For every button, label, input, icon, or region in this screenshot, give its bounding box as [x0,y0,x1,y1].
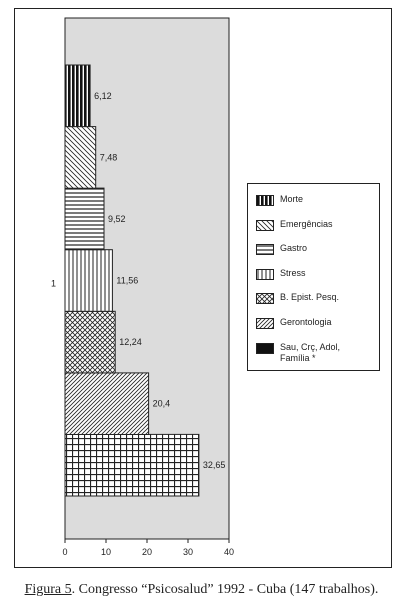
data-label-4: 9,52 [108,213,126,224]
legend-swatch [256,195,274,206]
legend-swatch [256,269,274,280]
legend-label: Sau, Crç, Adol, Família * [280,342,341,363]
legend-item [256,342,370,364]
data-label-1: 20,4 [152,398,171,409]
data-label-2: 12,24 [119,337,142,348]
legend-label: Morte [280,194,304,204]
figure-label: Figura 5 [24,582,72,597]
legend-item [256,317,332,329]
x-tick-label-0: 0 [62,547,68,557]
legend-item [256,292,339,304]
legend-swatch [256,318,274,329]
legend-label: Gastro [280,243,308,253]
x-tick-label-3: 30 [182,547,194,557]
x-tick-label-4: 40 [223,547,235,557]
caption-text: . Congresso “Psicosalud” 1992 - Cuba (147 trabalhos). [71,582,379,597]
legend-label: B. Epist. Pesq. [280,292,340,302]
data-label-5: 7,48 [99,152,118,163]
bar-2 [65,311,115,373]
data-label-3: 11,56 [116,275,139,286]
legend [247,183,380,371]
legend-swatch [256,293,274,304]
bar-4 [65,188,104,250]
x-tick-label-1: 10 [100,547,112,557]
legend-label: Stress [280,268,306,278]
x-tick-label-2: 20 [141,547,153,557]
bar-3 [65,250,112,312]
legend-swatch [256,343,274,354]
legend-swatch [256,220,274,231]
bar-6 [65,65,90,127]
y-tick-label: 1 [50,278,56,289]
bar-0 [65,434,199,496]
bar-1 [65,373,149,435]
legend-label: Emergências [280,219,333,229]
legend-item [256,219,333,231]
data-label-6: 6,12 [94,90,112,101]
legend-item [256,243,307,255]
legend-swatch [256,244,274,255]
legend-label: Gerontologia [280,317,332,327]
legend-item [256,268,306,280]
legend-item [256,194,303,206]
bar-5 [65,127,96,189]
figure-caption [0,582,403,598]
data-label-0: 32,65 [202,460,226,471]
